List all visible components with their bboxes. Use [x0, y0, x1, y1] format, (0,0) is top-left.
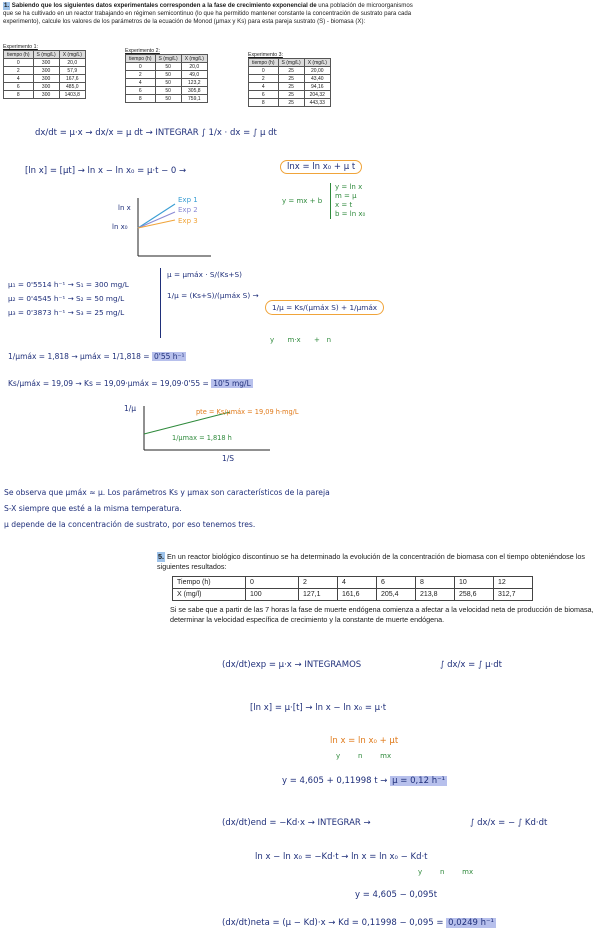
var-y: y = ln x: [335, 183, 363, 191]
problem-5-question: Si se sabe que a partir de las 7 horas la fase de muerte endógena comienza a afectar a la velocidad neta de producción de biomasa, determinar la velocidad específica de crecimiento y la constante de muerte endógena.: [170, 605, 594, 624]
result-mumax-value: 0'55 h⁻¹: [153, 352, 185, 361]
th: S (mg/L): [155, 55, 181, 63]
cell: 1403,8: [59, 91, 85, 99]
p5-mu-value: μ = 0,12 h⁻¹: [392, 776, 445, 786]
th: S (mg/L): [278, 59, 304, 67]
graph1-line-exp2: [138, 212, 175, 228]
experiment-3-title: Experimento 3:: [248, 52, 283, 58]
cell: 204,32: [304, 91, 330, 99]
experiment-1-title: Experimento 1:: [3, 44, 38, 50]
cell: 6: [126, 87, 156, 95]
result-ks-text: Ks/μmáx = 19,09 → Ks = 19,09·μmáx = 19,09·0'55 =: [8, 379, 209, 388]
cell: 258,6: [455, 589, 494, 601]
th: X (mg/L): [304, 59, 330, 67]
cell: 100: [246, 589, 299, 601]
graph1-svg: [135, 198, 215, 260]
graph2-x-label: 1/S: [222, 454, 235, 463]
table-row-label: Tiempo (h): [173, 577, 246, 589]
graph2-y-label: 1/μ: [124, 404, 137, 413]
p5-line-7: y = 4,605 − 0,095t: [355, 890, 438, 900]
lineweaver-vars: y m·x + n: [270, 336, 332, 344]
cell: 161,6: [338, 589, 377, 601]
cell: 50: [155, 95, 181, 103]
cell: 300: [33, 91, 59, 99]
cell: 20,0: [181, 63, 207, 71]
cell: 300: [33, 75, 59, 83]
cell: 8: [249, 99, 279, 107]
problem-5-statement: [157, 552, 597, 572]
cell: 300: [33, 59, 59, 67]
p5-line-6: ln x − ln x₀ = −Kd·t → ln x = ln x₀ − Kd·t: [255, 852, 428, 862]
experiment-1: [3, 44, 86, 99]
cell: 25: [278, 83, 304, 91]
mu-1: μ₁ = 0'5514 h⁻¹ → S₁ = 300 mg/L: [8, 280, 129, 289]
p5-line-5b: ∫ dx/x = − ∫ Kd·dt: [470, 818, 548, 828]
th: X (mg/L): [59, 51, 85, 59]
cell: 57,9: [59, 67, 85, 75]
cell: 4: [4, 75, 34, 83]
mu-2: μ₂ = 0'4545 h⁻¹ → S₂ = 50 mg/L: [8, 294, 125, 303]
cell: 127,1: [299, 589, 338, 601]
cell: 8: [416, 577, 455, 589]
result-ks-calc: [8, 379, 253, 388]
p5-line-1: (dx/dt)exp = μ·x → INTEGRAMOS: [222, 660, 362, 670]
experiment-2-title: Experimento 2:: [125, 48, 160, 54]
cell: 443,33: [304, 99, 330, 107]
experiment-1-table: [3, 50, 86, 99]
cell: 20,00: [304, 67, 330, 75]
cell: 49,0: [181, 71, 207, 79]
cell: 2: [126, 71, 156, 79]
cell: 25: [278, 67, 304, 75]
mu-3: μ₃ = 0'3873 h⁻¹ → S₃ = 25 mg/L: [8, 308, 125, 317]
cell: 12: [494, 577, 533, 589]
cell: 305,8: [181, 87, 207, 95]
monod-inverse: 1/μ = (Ks+S)/(μmáx S) →: [167, 291, 259, 300]
cell: 2: [4, 67, 34, 75]
cell: 205,4: [377, 589, 416, 601]
cell: 6: [249, 91, 279, 99]
cell: 43,40: [304, 75, 330, 83]
cell: 300: [33, 83, 59, 91]
th: tiempo (h): [249, 59, 279, 67]
conclusion-3: μ depende de la concentración de sustrato, por eso tenemos tres.: [4, 520, 256, 529]
cell: 25: [278, 91, 304, 99]
cell: 300: [33, 67, 59, 75]
table-row-label: X (mg/l): [173, 589, 246, 601]
problem-5-text: En un reactor biológico discontinuo se ha determinado la evolución de la concentración de biomasa con el tiempo obteniéndose los siguientes resultados:: [157, 552, 585, 571]
cell: 50: [155, 71, 181, 79]
p5-line-2: [ln x] = μ·[t] → ln x − ln x₀ = μ·t: [250, 703, 387, 713]
cell: 759,1: [181, 95, 207, 103]
th: X (mg/L): [181, 55, 207, 63]
cell: 6: [377, 577, 416, 589]
cell: 50: [155, 87, 181, 95]
cell: 312,7: [494, 589, 533, 601]
problem-1-text-bold: Sabiendo que los siguientes datos experimentales corresponden a la fase de crecimiento exponencial de: [11, 2, 317, 9]
experiment-3-table: [248, 58, 331, 107]
cell: 4: [126, 79, 156, 87]
experiment-2-table: [125, 54, 208, 103]
graph1-exp1: Exp 1: [178, 196, 198, 204]
cell: 0: [249, 67, 279, 75]
th: tiempo (h): [4, 51, 34, 59]
linear-form: y = mx + b: [282, 197, 323, 205]
p5-line-4: [282, 776, 447, 786]
problem-5-table: [172, 576, 533, 601]
th: tiempo (h): [126, 55, 156, 63]
cell: 2: [249, 75, 279, 83]
p5-kd-calc: (dx/dt)neta = (μ − Kd)·x → Kd = 0,11998 − 0,095 =: [222, 918, 444, 928]
cell: 94,16: [304, 83, 330, 91]
var-x: x = t: [335, 201, 353, 209]
p5-kd-value: 0,0249 h⁻¹: [448, 918, 494, 928]
th: S (mg/L): [33, 51, 59, 59]
monod-block: [160, 268, 259, 338]
cell: 0: [126, 63, 156, 71]
experiment-2: [125, 48, 208, 103]
note-line-2: [ln x] = [μt] → ln x − ln x₀ = μ·t − 0 →: [25, 166, 187, 176]
cell: 0: [246, 577, 299, 589]
problem-1-number: 1.: [4, 2, 10, 9]
cell: 0: [4, 59, 34, 67]
cell: 8: [4, 91, 34, 99]
p5-line-1b: ∫ dx/x = ∫ μ·dt: [440, 660, 502, 670]
note-line-1: dx/dt = μ·x → dx/x = μ dt → INTEGRAR ∫ 1/x · dx = ∫ μ dt: [35, 128, 277, 138]
p5-line-8: [222, 918, 496, 928]
experiment-3: [248, 52, 331, 107]
p5-fit-growth: y = 4,605 + 0,11998 t →: [282, 776, 388, 786]
cell: 4: [338, 577, 377, 589]
lineweaver-eq: 1/μ = Ks/(μmáx S) + 1/μmáx: [265, 300, 384, 315]
var-m: m = μ: [335, 192, 357, 200]
conclusion-2: S-X siempre que esté a la misma temperatura.: [4, 504, 182, 513]
graph1-exp2: Exp 2: [178, 206, 198, 214]
problem-1-statement: [3, 2, 418, 26]
monod-eq: μ = μmáx · S/(Ks+S): [167, 270, 243, 279]
cell: 20,0: [59, 59, 85, 67]
var-b: b = ln x₀: [335, 210, 366, 218]
conclusion-1: Se observa que μmáx ≈ μ. Los parámetros Ks y μmax son característicos de la pareja: [4, 488, 330, 497]
cell: 123,2: [181, 79, 207, 87]
cell: 6: [4, 83, 34, 91]
result-mumax-text: 1/μmáx = 1,818 → μmáx = 1/1,818 =: [8, 352, 150, 361]
cell: 4: [249, 83, 279, 91]
p5-line-3b: y n mx: [336, 752, 392, 760]
cell: 485,0: [59, 83, 85, 91]
problem-1-text: una población de microorganismos que se ha cultivado en un reactor trabajando en régimen semicontinuo (lo que ha permitido mantener constante la concentración de sustrato para cada experimento), calcule los valores de los parámetros de la ecuación de Monod (μmax y Ks) para esta pareja sustrato (S) - biomasa (X):: [3, 2, 413, 25]
p5-line-5: (dx/dt)end = −Kd·x → INTEGRAR →: [222, 818, 371, 828]
graph1-y-label: ln x: [118, 204, 131, 212]
result-ln-x: lnx = ln x₀ + μ t: [280, 160, 362, 174]
cell: 50: [155, 63, 181, 71]
p5-line-3: ln x = ln x₀ + μt: [330, 736, 399, 746]
graph2-slope: pte = Ks/μmáx = 19,09 h·mg/L: [196, 408, 299, 416]
cell: 8: [126, 95, 156, 103]
cell: 2: [299, 577, 338, 589]
cell: 25: [278, 75, 304, 83]
graph2-intercept: 1/μmax = 1,818 h: [172, 434, 232, 442]
cell: 10: [455, 577, 494, 589]
p5-line-6b: y n mx: [418, 868, 474, 876]
graph1-exp3: Exp 3: [178, 217, 198, 225]
problem-5-number: 5.: [158, 552, 164, 561]
result-mumax-calc: [8, 352, 186, 361]
linear-vars: [330, 183, 365, 219]
cell: 50: [155, 79, 181, 87]
cell: 25: [278, 99, 304, 107]
cell: 213,8: [416, 589, 455, 601]
result-ks-value: 10'5 mg/L: [213, 379, 251, 388]
cell: 167,6: [59, 75, 85, 83]
graph1-y0-label: ln x₀: [112, 223, 128, 231]
